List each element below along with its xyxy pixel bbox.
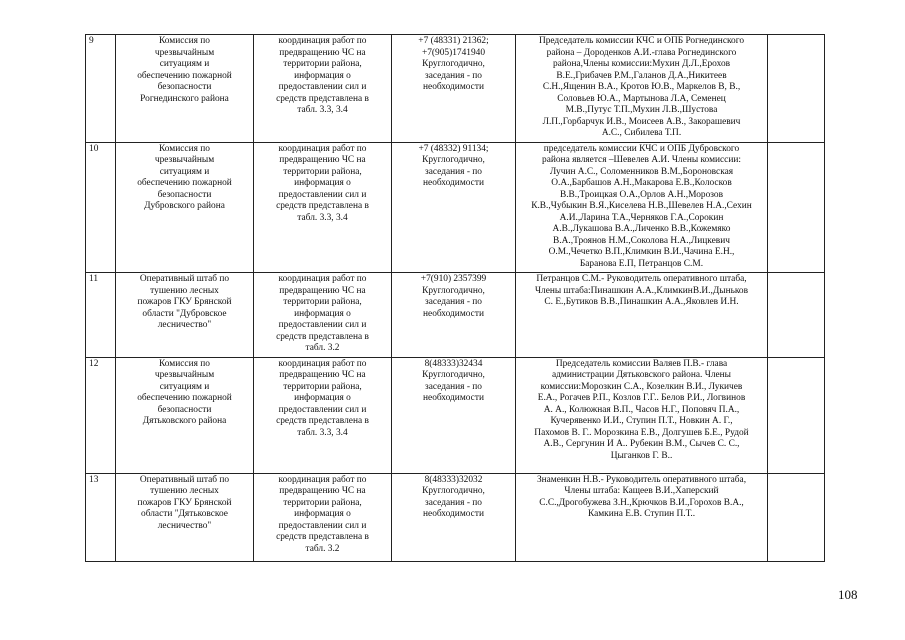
members-line: района,Члены комиссии:Мухин Д.Л.,Ерохов: [552, 59, 731, 69]
name-line: ситуациям и: [159, 59, 210, 69]
phone-line: 8(48333)32434: [424, 358, 483, 369]
empty-cell: [768, 35, 825, 143]
phone-cell: [392, 35, 516, 143]
function-cell: [254, 357, 392, 473]
members-line: А.И.,Ларина Т.А.,Черняков Г.А.,Сорокин: [559, 212, 724, 223]
name-line: лесничество": [157, 320, 212, 330]
phone-line: Круглогодично,: [422, 486, 485, 496]
name-line: чрезвычайным: [154, 370, 215, 380]
members-line: Л.П.,Горбарчук И.В., Моисеев А.В., Закорашевич: [542, 116, 741, 127]
members-line: администрации Дятьковского района. Члены: [552, 370, 731, 380]
members-line: Пахомов В. Г.. Морозкина Е.В., Долгушев Б.Е., Рудой: [534, 427, 749, 438]
name-line: пожаров ГКУ Брянской: [137, 297, 232, 307]
members-line: В.А.,Троянов Н.М.,Соколова Н.А.,Лицкевич: [553, 235, 730, 246]
table-row: [86, 273, 825, 358]
members-cell: [516, 473, 768, 561]
name-line: безопасности: [157, 404, 212, 415]
name-line: области "Дубровское: [142, 308, 227, 319]
row-number-cell: 12: [86, 357, 116, 473]
name-cell: [116, 35, 254, 143]
phone-line: +7 (48332) 91134;: [418, 143, 489, 154]
members-cell: [516, 273, 768, 358]
members-line: района – Дороденков А.И.-глава Рогнединского: [546, 47, 737, 58]
phone-cell: [392, 357, 516, 473]
function-line: предоставлении сил и: [278, 404, 367, 415]
members-line: А.С., Сибилева Т.П.: [601, 128, 682, 138]
name-line: лесничество": [157, 520, 212, 531]
members-line: С. Е.,Бутиков В.В.,Пинашкин А.А.,Яковлев И.Н.: [544, 297, 739, 307]
members-line: Кучерявенко И.И., Ступин П.Т., Новкин А. Г.,: [550, 416, 733, 426]
function-line: средств представлена в: [276, 331, 369, 342]
table-row: [86, 473, 825, 561]
members-line: Баранова Е.П, Петранцов С.М.: [579, 258, 704, 269]
members-cell: [516, 35, 768, 143]
name-line: чрезвычайным: [154, 155, 215, 165]
phone-line: необходимости: [423, 308, 484, 319]
empty-cell: [768, 357, 825, 473]
members-cell: [516, 357, 768, 473]
members-line: Лучин А.С., Соломенников В.М.,Бороновская: [549, 166, 734, 177]
row-number-cell: 10: [86, 142, 116, 273]
phone-line: +7(905)1741940: [421, 47, 486, 58]
function-line: средств представлена в: [276, 93, 369, 104]
empty-cell: [768, 473, 825, 561]
name-line: области "Дятьковское: [141, 509, 228, 519]
name-line: Комиссия по: [159, 143, 210, 154]
members-line: Члены штаба: Кащеев В.И.,Хаперский: [564, 486, 719, 496]
function-cell: [254, 142, 392, 273]
function-line: территории района,: [283, 381, 362, 392]
name-line: ситуациям и: [159, 381, 210, 392]
name-line: пожаров ГКУ Брянской: [137, 497, 232, 508]
phone-line: заседания - по: [425, 381, 482, 392]
name-line: Комиссия по: [159, 358, 210, 369]
members-line: Соловьев Ю.А., Мартынова Л.А, Семенец: [557, 93, 726, 104]
phone-line: необходимости: [423, 178, 484, 188]
phone-line: заседания - по: [425, 70, 482, 81]
members-line: председатель комиссии КЧС и ОПБ Дубровского: [543, 143, 740, 154]
row-number-cell: 13: [86, 473, 116, 561]
function-cell: [254, 35, 392, 143]
function-line: предоставлении сил и: [278, 82, 367, 92]
function-line: предоставлении сил и: [278, 520, 367, 531]
members-line: А.В., Сергунин И А.. Рубекин В.М., Сычев С. С.,: [543, 439, 740, 449]
name-line: Рогнединского района: [140, 93, 229, 104]
phone-line: Круглогодично,: [422, 370, 485, 380]
members-line: В.Е.,Грибачев Р.М.,Галанов Д.А.,Никитеев: [556, 70, 727, 81]
function-cell: [254, 473, 392, 561]
table-row: [86, 357, 825, 473]
members-line: Председатель комиссии КЧС и ОПБ Рогнединского: [538, 36, 745, 46]
function-line: информация о: [294, 393, 351, 403]
function-line: предоставлении сил и: [278, 320, 367, 330]
table-row: [86, 35, 825, 143]
members-cell: [516, 142, 768, 273]
phone-line: 8(48333)32032: [424, 474, 483, 485]
name-cell: [116, 473, 254, 561]
function-line: координация работ по: [278, 143, 367, 154]
function-line: предвращению ЧС на: [279, 47, 366, 58]
phone-line: необходимости: [423, 509, 484, 519]
function-line: информация о: [294, 70, 351, 81]
name-line: обеспечению пожарной: [137, 178, 232, 188]
table-row: [86, 142, 825, 273]
name-line: ситуациям и: [159, 166, 210, 177]
function-line: территории района,: [283, 497, 362, 508]
function-line: предоставлении сил и: [278, 189, 367, 200]
phone-line: необходимости: [423, 393, 484, 403]
members-line: В.В.,Троицкая О.А.,Орлов А.Н.,Морозов: [559, 189, 724, 200]
phone-line: Круглогодично,: [422, 285, 485, 296]
members-line: О.М.,Чечетко В.П.,Климкин В.И.,Чачина Е.Н.,: [548, 247, 735, 257]
name-cell: [116, 273, 254, 358]
phone-cell: [392, 473, 516, 561]
phone-line: заседания - по: [425, 297, 482, 307]
function-line: табл. 3.3, 3.4: [297, 105, 348, 115]
members-line: А.В.,Лукашова В.А.,Личенко В.В.,Кожемяко: [552, 224, 731, 234]
function-line: предвращению ЧС на: [279, 486, 366, 496]
members-line: Е.А., Рогачев Р.П., Козлов Г.Г.. Белов Р.И., Логвинов: [537, 393, 746, 403]
name-cell: [116, 357, 254, 473]
name-line: Оперативный штаб по: [139, 474, 230, 485]
function-line: информация о: [294, 509, 351, 519]
name-line: тушению лесных: [150, 486, 219, 496]
function-line: информация о: [294, 308, 351, 319]
function-line: информация о: [294, 178, 351, 188]
function-line: табл. 3.3, 3.4: [297, 427, 348, 438]
function-line: координация работ по: [278, 274, 367, 284]
members-line: О.А.,Барбашов А.Н.,Макарова Е.В.,Колосков: [551, 178, 732, 188]
function-line: территории района,: [283, 297, 362, 307]
name-line: тушению лесных: [150, 285, 219, 296]
function-line: предвращению ЧС на: [279, 370, 366, 380]
phone-line: заседания - по: [425, 166, 482, 177]
function-line: территории района,: [283, 59, 362, 69]
members-line: С.С.,Дрогобужева З.Н.,Крючков В.И.,Горохов В.А.,: [539, 497, 744, 508]
phone-line: Круглогодично,: [422, 155, 485, 165]
name-line: обеспечению пожарной: [137, 70, 232, 81]
function-line: средств представлена в: [276, 201, 369, 211]
name-line: Оперативный штаб по: [139, 274, 230, 284]
members-line: С.Н.,Ященин В.А., Кротов Ю.В., Маркелов В, В.,: [542, 82, 741, 92]
name-line: обеспечению пожарной: [137, 393, 232, 403]
members-line: Члены штаба:Пинашкин А.А.,КлимкинВ.И.,Дыньков: [534, 285, 749, 296]
function-line: координация работ по: [278, 36, 367, 46]
members-line: К.В.,Чубыкин В.Я.,Киселева Н.В.,Шевелев Н.А.,Сехин: [531, 201, 752, 211]
name-line: безопасности: [157, 189, 212, 200]
phone-line: заседания - по: [425, 497, 482, 508]
members-line: А. А., Колюжная В.П., Часов Н.Г., Поповяч П.А.,: [543, 404, 740, 415]
function-line: табл. 3.2: [305, 343, 340, 353]
function-line: средств представлена в: [276, 532, 369, 542]
members-line: М.В.,Путус Т.П.,Мухин Л.В.,Шустова: [565, 105, 718, 115]
members-line: Камкина Е.В. Ступин П.Т..: [587, 509, 696, 519]
members-line: Петранцов С.М.- Руководитель оперативного штаба,: [536, 274, 747, 284]
members-line: Знаменкин Н.В.- Руководитель оперативного штаба,: [536, 474, 747, 485]
phone-cell: [392, 142, 516, 273]
name-cell: [116, 142, 254, 273]
empty-cell: [768, 142, 825, 273]
commissions-table: [85, 34, 825, 562]
members-line: Председатель комиссии Валяев П.В.- глава: [555, 358, 728, 369]
table-body: [86, 35, 825, 562]
members-line: района является –Шевелев А.И. Члены комиссии:: [542, 155, 741, 165]
function-line: координация работ по: [278, 358, 367, 369]
function-line: средств представлена в: [276, 416, 369, 426]
row-number-cell: 9: [86, 35, 116, 143]
name-line: Дубровского района: [144, 201, 225, 211]
phone-line: необходимости: [423, 82, 484, 92]
function-line: координация работ по: [278, 474, 367, 485]
phone-cell: [392, 273, 516, 358]
function-line: табл. 3.3, 3.4: [297, 212, 348, 223]
function-line: предвращению ЧС на: [279, 285, 366, 296]
members-line: комиссии:Морозкин С.А., Козелкин В.И., Лукичев: [540, 381, 743, 392]
name-line: безопасности: [157, 82, 212, 92]
function-line: территории района,: [283, 166, 362, 177]
members-line: Цыганков Г. В..: [610, 450, 673, 461]
function-line: предвращению ЧС на: [279, 155, 366, 165]
phone-line: Круглогодично,: [422, 59, 485, 69]
empty-cell: [768, 273, 825, 358]
phone-line: +7 (48331) 21362;: [418, 36, 489, 46]
name-line: Дятьковского района: [142, 416, 227, 426]
row-number-cell: 11: [86, 273, 116, 358]
function-line: табл. 3.2: [305, 543, 340, 554]
name-line: чрезвычайным: [154, 47, 215, 58]
page-number: 108: [838, 587, 858, 602]
function-cell: [254, 273, 392, 358]
phone-line: +7(910) 2357399: [420, 274, 487, 284]
name-line: Комиссия по: [159, 36, 210, 46]
